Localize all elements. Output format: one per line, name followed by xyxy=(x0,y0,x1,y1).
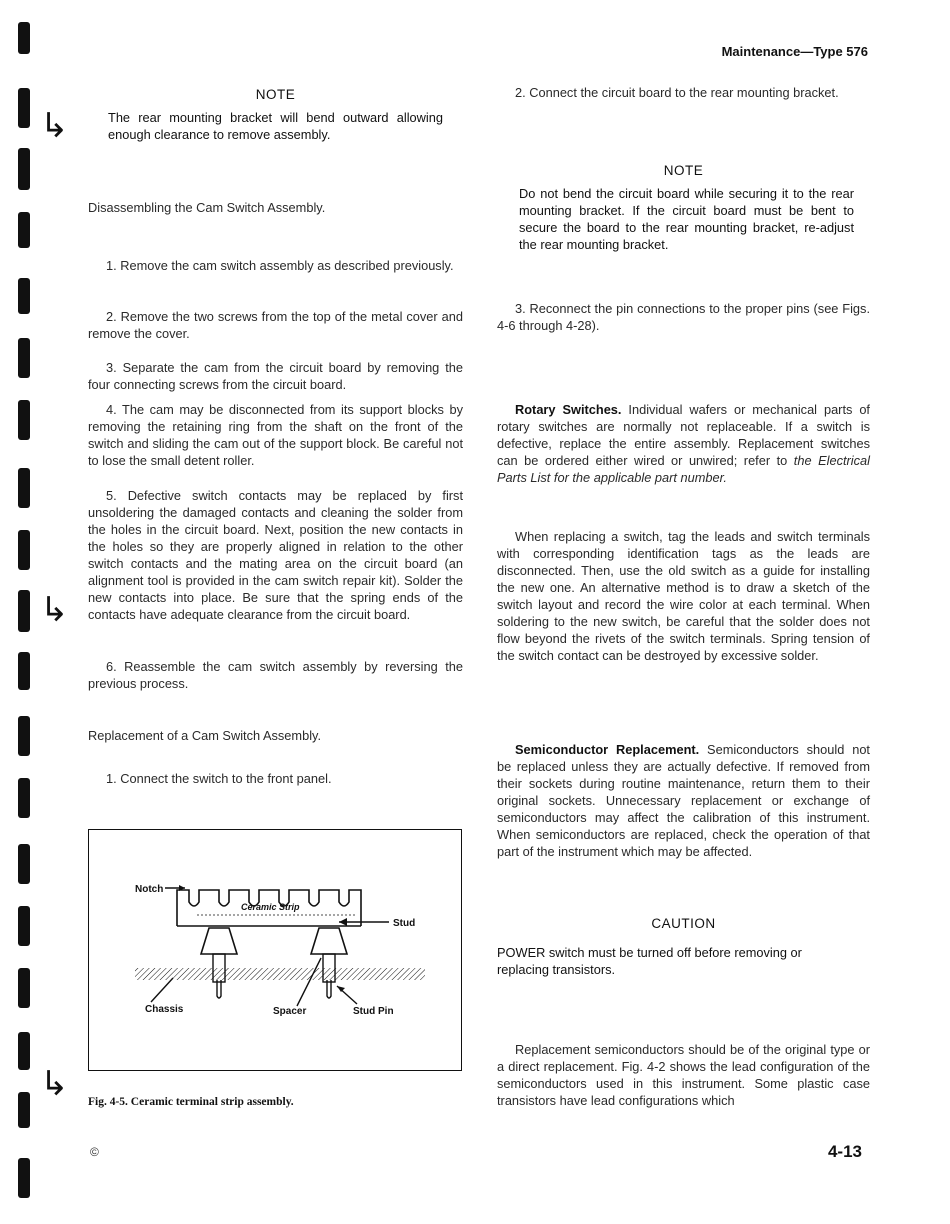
paragraph: 5. Defective switch contacts may be replaced by first unsoldering the damaged contacts and cleaning the solder from the holes in the circuit board. Next, position the new contacts in the holes so they are properly aligned in relation to the other switch contacts and the mating area on the circuit board (an alignment tool is provided in the cam switch repair kit). Solder the new contacts into place. Be sure that the spring ends of the contacts have adequate clearance from the circuit board. xyxy=(88,488,463,622)
left-note xyxy=(88,86,463,143)
paragraph: 4. The cam may be disconnected from its support blocks by removing the retaining ring from the shaft on the front of the switch and sliding the cam out of the support block. Be careful not to lose the small detent roller. xyxy=(88,402,463,468)
punch-hole xyxy=(18,1158,30,1198)
step-2-remove-screws xyxy=(88,308,463,342)
stud-pin-left xyxy=(217,980,221,998)
binding-hook-mark: ↳ xyxy=(40,1064,69,1104)
replacement-step-1 xyxy=(88,770,463,787)
semi-heading: Semiconductor Replacement. xyxy=(515,742,700,757)
chassis-plate xyxy=(135,968,425,980)
punch-hole xyxy=(18,652,30,690)
punch-hole xyxy=(18,338,30,378)
punch-hole xyxy=(18,400,30,440)
punch-hole xyxy=(18,212,30,248)
paragraph: 1. Connect the switch to the front panel. xyxy=(106,771,332,786)
binding-hook-mark: ↳ xyxy=(40,590,69,630)
caution-title: CAUTION xyxy=(651,916,716,931)
paragraph: Replacement semiconductors should be of the original type or a direct replacement. Fig. 4-2 shows the lead configuration of the semiconductors used in this instrument. Some plastic case transistors have lead configurations which xyxy=(497,1042,870,1108)
stud-pin-right xyxy=(327,980,331,998)
replacing-switch-paragraph xyxy=(497,528,870,664)
right-note xyxy=(497,162,870,253)
punch-hole xyxy=(18,530,30,570)
punch-hole xyxy=(18,1092,30,1128)
binding-hook-mark: ↳ xyxy=(40,106,69,146)
section-heading-replacement xyxy=(88,727,463,744)
paragraph: 3. Separate the cam from the circuit board by removing the four connecting screws from the circuit board. xyxy=(88,360,463,392)
spacer-leader xyxy=(297,958,321,1006)
paragraph: 2. Connect the circuit board to the rear mounting bracket. xyxy=(515,85,839,100)
step-3-separate-cam xyxy=(88,359,463,393)
section-heading-disassembling xyxy=(88,199,463,216)
step-6-reassemble xyxy=(88,658,463,692)
semiconductor-paragraph xyxy=(497,741,870,860)
rotary-heading: Rotary Switches. xyxy=(515,402,622,417)
spacer-left xyxy=(201,928,237,954)
punch-hole xyxy=(18,716,30,756)
punch-hole xyxy=(18,778,30,818)
punch-hole xyxy=(18,22,30,54)
step-1-remove xyxy=(88,257,463,274)
semi-text: Semiconductors should not be replaced unless they are actually defective. If removed from their sockets during routine maintenance, return them to their original sockets. Unnecessary replacement or exchange of semiconductors may affect the calibration of this instrument. When semiconductors are replaced, check the operation of that part of the instrument which may be affected. xyxy=(497,742,870,859)
figure-ceramic-terminal-strip xyxy=(88,829,462,1071)
figure-label-stud: Stud xyxy=(393,918,416,929)
paragraph: 1. Remove the cam switch assembly as described previously. xyxy=(106,258,454,273)
caution-block xyxy=(497,915,870,978)
figure-label-chassis: Chassis xyxy=(145,1004,184,1015)
step-2-connect-board xyxy=(497,84,870,101)
punch-hole xyxy=(18,844,30,884)
step-5-defective-contacts xyxy=(88,487,463,623)
ceramic-strip-diagram xyxy=(89,830,460,1069)
punch-hole xyxy=(18,88,30,128)
note-title: NOTE xyxy=(663,163,704,178)
punch-hole xyxy=(18,278,30,314)
rotary-text: Individual wafers or mechanical parts of rotary switches are normally not replaceable. If a switch is defective, replace the entire assembly. Replacement switches can be ordered either wired or unwired; refer to xyxy=(497,402,870,468)
page-number: 4-13 xyxy=(827,1142,862,1161)
punch-hole xyxy=(18,590,30,632)
stud-pin-arrowhead xyxy=(337,986,345,992)
punch-hole xyxy=(18,148,30,190)
stud-arrowhead xyxy=(339,918,347,926)
running-header: Maintenance—Type 576 xyxy=(721,44,868,59)
spacer-right xyxy=(311,928,347,954)
paragraph: When replacing a switch, tag the leads and switch terminals with corresponding identification tags as the leads are disconnected. Then, use the old switch as a guide for installing the new one. An alternative method is to draw a sketch of the switch layout and record the wire color at each terminal. When soldering to the new switch, be careful that the solder does not flow beyond the rivets of the switch terminals. Spring tension of the switch contact can be destroyed by excessive solder. xyxy=(497,529,870,663)
rotary-switches-paragraph xyxy=(497,401,870,486)
paragraph: 2. Remove the two screws from the top of the metal cover and remove the cover. xyxy=(88,309,463,341)
figure-label-ceramic-strip: Ceramic Strip xyxy=(241,902,300,912)
figure-label-spacer: Spacer xyxy=(273,1006,307,1017)
heading-text: Disassembling the Cam Switch Assembly. xyxy=(88,200,326,215)
replacement-semiconductors-paragraph xyxy=(497,1041,870,1109)
chassis-leader xyxy=(151,978,173,1002)
punch-hole xyxy=(18,906,30,946)
step-3-reconnect xyxy=(497,300,870,334)
punch-hole xyxy=(18,468,30,508)
note-title: NOTE xyxy=(255,87,296,102)
figure-caption: Fig. 4-5. Ceramic terminal strip assembly. xyxy=(88,1096,294,1108)
figure-label-stud-pin: Stud Pin xyxy=(353,1006,394,1017)
note-text: The rear mounting bracket will bend outward allowing enough clearance to remove assembly. xyxy=(108,110,443,142)
step-4-disconnect-cam xyxy=(88,401,463,469)
paragraph: 6. Reassemble the cam switch assembly by reversing the previous process. xyxy=(88,659,463,691)
note-text: Do not bend the circuit board while securing it to the rear mounting bracket. If the circuit board must be bent to secure the board to the rear mounting bracket, re-adjust the rear mounting bracket. xyxy=(519,186,854,252)
copyright-mark: © xyxy=(90,1145,99,1159)
rotary-italic: the Electrical Parts List for the applicable part number. xyxy=(497,453,870,485)
paragraph: 3. Reconnect the pin connections to the proper pins (see Figs. 4-6 through 4-28). xyxy=(497,301,870,333)
punch-hole xyxy=(18,1032,30,1070)
caution-text: POWER switch must be turned off before removing or replacing transistors. xyxy=(497,945,802,977)
binding-holes xyxy=(0,0,80,1224)
figure-label-notch: Notch xyxy=(135,884,164,895)
heading-text: Replacement of a Cam Switch Assembly. xyxy=(88,728,322,743)
punch-hole xyxy=(18,968,30,1008)
